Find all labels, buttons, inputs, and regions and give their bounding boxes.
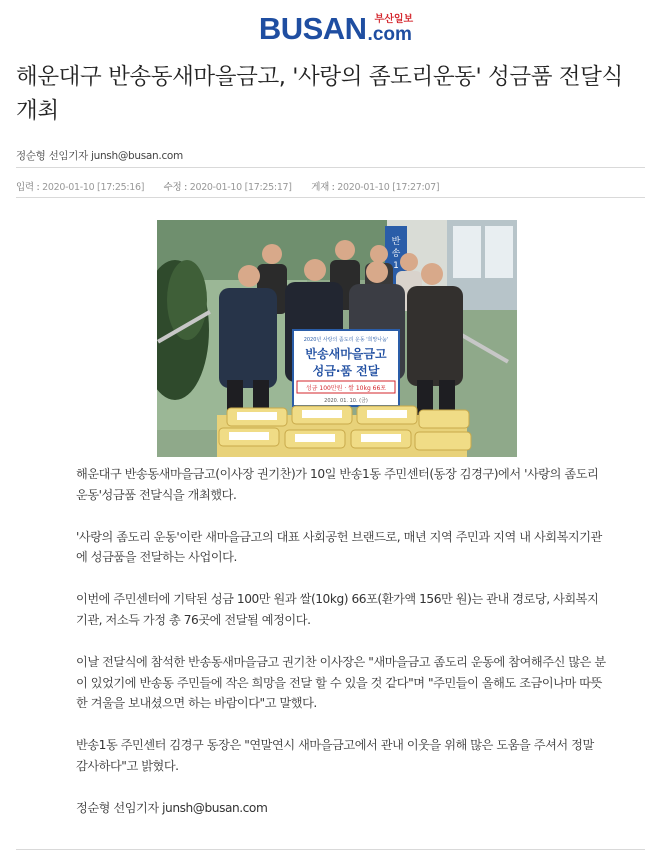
article-paragraph: 반송1동 주민센터 김경구 동장은 "연말연시 새마을금고에서 관내 이웃을 위해 많은 도움을 주셔서 정말 감사하다"고 밝혔다. (76, 738, 594, 773)
sign-line2: 성금·품 전달 (312, 364, 380, 378)
article-paragraph: 이날 전달식에 참석한 반송동새마을금고 권기찬 이사장은 "새마을금고 좀도리 운동에 참여해주신 많은 분이 있었기에 반송동 주민들에 작은 희망을 전달 할 수 있을 것 같다"며 "주민들이 올해도 조금이나마 따뜻한 겨울을 보내셨으면 하는 바람이다"고 말했다. (76, 654, 606, 711)
article-photo[interactable] (157, 220, 517, 457)
publish-label: 게재 : (311, 182, 335, 193)
sign-detail: 성금 100만원 · 쌀 10kg 66포 (305, 385, 387, 392)
sign-date: 2020. 01. 10. (금) (324, 398, 368, 404)
article-paragraph: 이번에 주민센터에 기탁된 성금 100만 원과 쌀(10kg) 66포(환가액 156만 원)는 관내 경로당, 사회복지기관, 저소득 가정 총 76곳에 전달될 예정이다. (76, 592, 599, 627)
edit-label: 수정 : (163, 182, 187, 193)
input-time: 2020-01-10 [17:25:16] (42, 182, 145, 193)
divider (16, 167, 645, 168)
article-paragraph: '사랑의 좀도리 운동'이란 새마을금고의 대표 사회공헌 브랜드로, 매년 지역 주민과 지역 내 사회복지기관에 성금품을 전달하는 사업이다. (76, 529, 602, 565)
publish-time: 2020-01-10 [17:27:07] (337, 182, 440, 193)
svg-text:송: 송 (391, 249, 401, 259)
svg-text:반: 반 (391, 237, 401, 247)
logo-domain: .com (367, 24, 412, 45)
logo-korean-name: 부산일보 (374, 14, 414, 25)
sign-small-text: 2020년 사랑의 좀도리 운동 '희망나눔' (303, 337, 389, 343)
sign-line1: 반송새마을금고 (305, 347, 387, 361)
timestamp-row (16, 179, 439, 193)
svg-text:1: 1 (393, 261, 399, 271)
reporter-byline: 정순형 선임기자 junsh@busan.com (16, 150, 183, 162)
divider (16, 849, 645, 850)
edit-time: 2020-01-10 [17:25:17] (189, 182, 292, 193)
article-byline: 정순형 선임기자 junsh@busan.com (76, 800, 268, 815)
site-logo[interactable] (0, 11, 672, 46)
article-body (76, 464, 606, 840)
logo-wordmark: BUSAN (258, 11, 367, 46)
article-paragraph: 해운대구 반송동새마을금고(이사장 권기찬)가 10일 반송1동 주민센터(동장 김경구)에서 '사랑의 좀도리 운동'성금품 전달식을 개최했다. (76, 467, 599, 502)
input-label: 입력 : (16, 182, 40, 193)
article-headline: 해운대구 반송동새마을금고, '사랑의 좀도리운동' 성금품 전달식 개최 (16, 64, 623, 124)
divider (16, 197, 645, 198)
